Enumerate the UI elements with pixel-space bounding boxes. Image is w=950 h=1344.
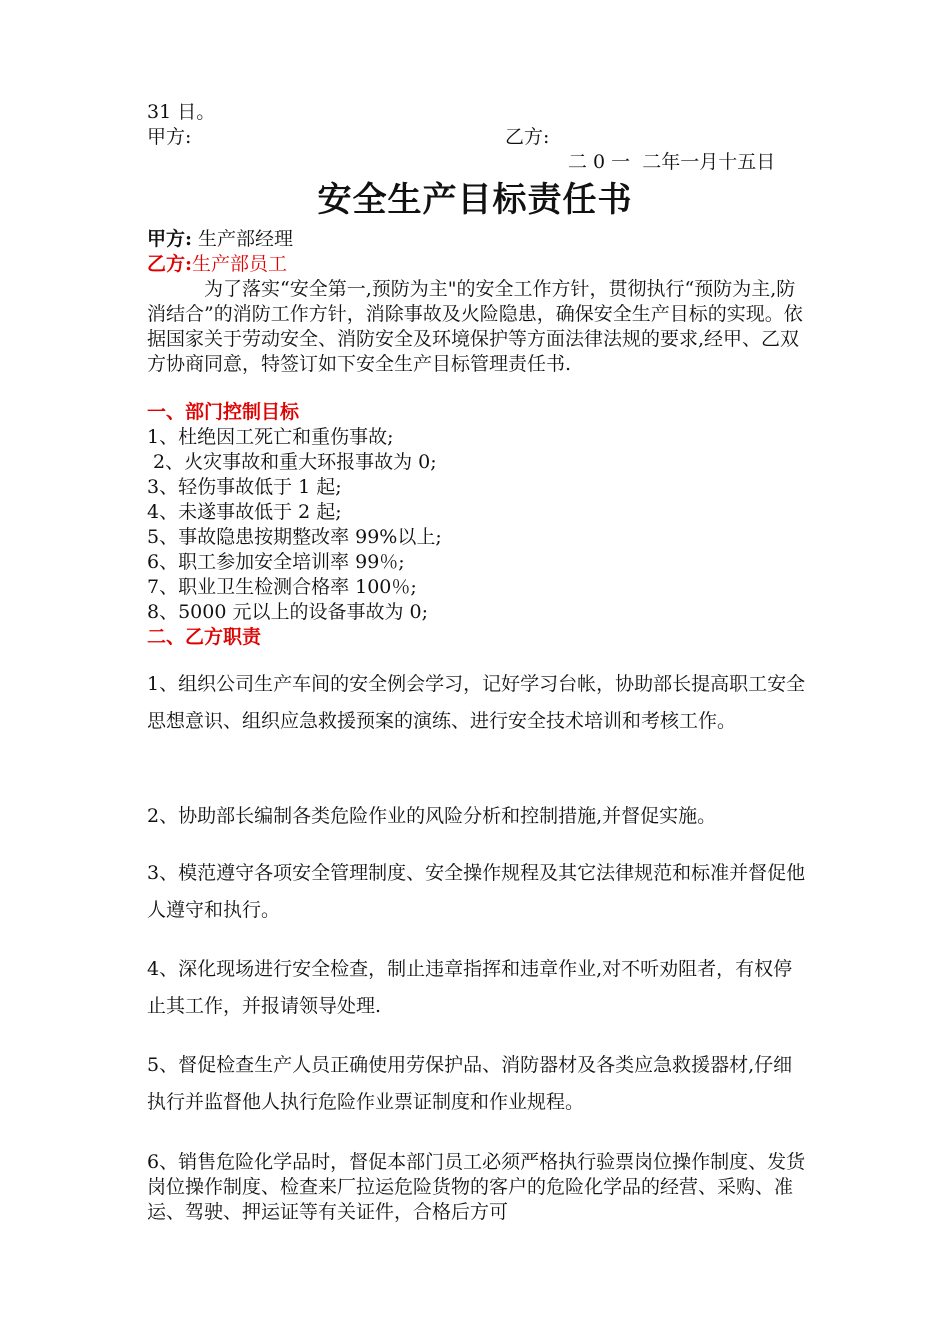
party-b-signature-label: 乙方: — [505, 126, 550, 148]
previous-page-tail: 31 日。 — [147, 101, 216, 123]
party-b-line — [147, 252, 287, 277]
document-title: 安全生产目标责任书 — [317, 180, 633, 220]
list-item: 7、职业卫生检测合格率 100％; — [147, 576, 417, 598]
party-a-signature-label: 甲方: — [147, 126, 192, 148]
duty-item: 4、深化现场进行安全检查，制止违章指挥和违章作业,对不听劝阻者，有权停止其工作，并报请领导处理. — [147, 958, 793, 1017]
list-item: 6、职工参加安全培训率 99％; — [147, 551, 405, 573]
duty-item: 6、销售危险化学品时，督促本部门员工必须严格执行验票岗位操作制度、发货岗位操作制度、检查来厂拉运危险货物的客户的危险化学品的经营、采购、准运、驾驶、押运证等有关证件，合格后方可 — [147, 1151, 806, 1223]
duty-item: 3、模范遵守各项安全管理制度、安全操作规程及其它法律规范和标准并督促他人遵守和执行。 — [147, 862, 806, 921]
party-b-label: 乙方: — [147, 253, 193, 275]
section-1-heading: 一、部门控制目标 — [147, 401, 300, 423]
party-a-label: 甲方: — [147, 228, 193, 250]
list-item: 8、5000 元以上的设备事故为 0; — [147, 601, 429, 623]
duty-item: 2、协助部长编制各类危险作业的风险分析和控制措施,并督促实施。 — [147, 805, 717, 827]
list-item: 1、杜绝因工死亡和重伤事故; — [147, 426, 394, 448]
list-item: 3、轻伤事故低于 1 起; — [147, 476, 342, 498]
intro-paragraph: 为了落实“安全第一,预防为主"的安全工作方针，贯彻执行“预防为主,防消结合”的消防工作方针，消除事故及火险隐患，确保安全生产目标的实现。依据国家关于劳动安全、消防安全及环境保护等方面法律法规的要求,经甲、乙双方协商同意，特签订如下安全生产目标管理责任书. — [147, 278, 803, 375]
list-item: 2、火灾事故和重大环报事故为 0; — [147, 451, 437, 473]
section-2-heading: 二、乙方职责 — [147, 626, 262, 648]
list-item: 5、事故隐患按期整改率 99%以上; — [147, 526, 442, 548]
party-a-line — [147, 227, 293, 252]
party-b-value: 生产部员工 — [192, 253, 288, 275]
party-a-value: 生产部经理 — [192, 228, 294, 250]
list-item: 4、未遂事故低于 2 起; — [147, 501, 342, 523]
duty-item: 5、督促检查生产人员正确使用劳保护品、消防器材及各类应急救援器材,仔细执行并监督他人执行危险作业票证制度和作业规程。 — [147, 1054, 793, 1113]
duty-item: 1、组织公司生产车间的安全例会学习，记好学习台帐，协助部长提高职工安全思想意识、组织应急救援预案的演练、进行安全技术培训和考核工作。 — [147, 673, 806, 732]
signing-date: 二 0 一 二年一月十五日 — [568, 151, 776, 173]
